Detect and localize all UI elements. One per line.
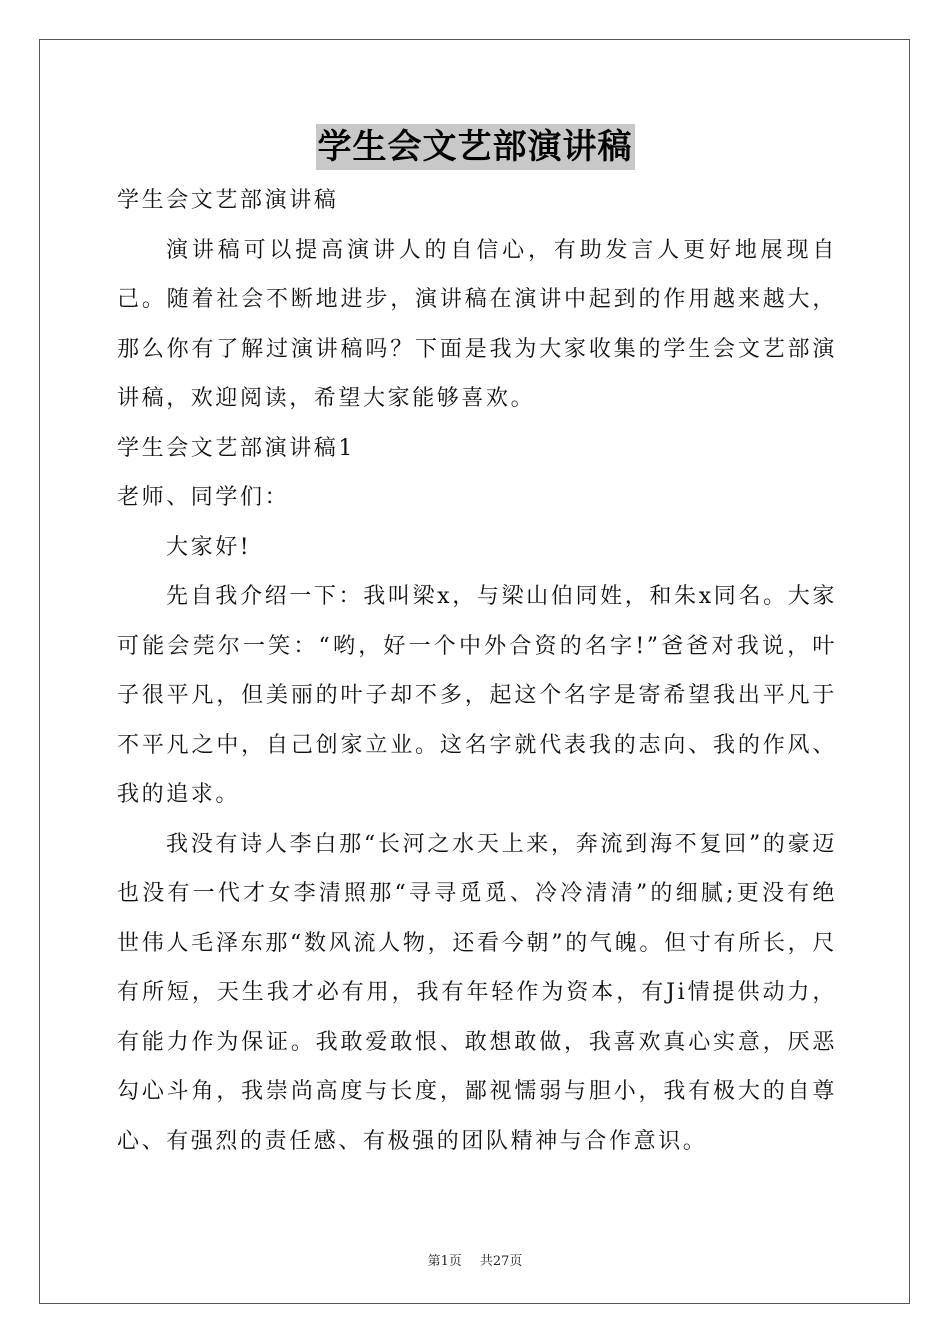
page-number: 第1页 [427,1254,462,1269]
page-total: 共27页 [479,1254,523,1269]
page-footer [0,1250,950,1269]
paragraph-intro: 演讲稿可以提高演讲人的自信心，有助发言人更好地展现自己。随着社会不断地进步，演讲稿在演讲中起到的作用越来越大，那么你有了解过演讲稿吗？下面是我为大家收集的学生会文艺部演讲稿，欢迎阅读，希望大家能够喜欢。 [117,237,837,411]
paragraph-salutation: 老师、同学们： [117,485,290,510]
document-title: 学生会文艺部演讲稿 [316,124,635,170]
paragraph-self-intro: 先自我介绍一下：我叫梁x，与梁山伯同姓，和朱x同名。大家可能会莞尔一笑：“哟，好一个中外合资的名字!”爸爸对我说，叶子很平凡，但美丽的叶子却不多，起这个名字是寄希望我出平凡于不平凡之中，自己创家立业。这名字就代表我的志向、我的作风、我的追求。 [117,584,837,807]
paragraph-subtitle: 学生会文艺部演讲稿 [117,188,339,213]
title-container [0,124,950,170]
paragraph-heading-1: 学生会文艺部演讲稿1 [117,435,355,461]
document-body [117,176,837,1166]
paragraph-greeting: 大家好! [166,534,252,560]
paragraph-character: 我没有诗人李白那“长河之水天上来，奔流到海不复回”的豪迈也没有一代才女李清照那“寻寻觅觅、冷冷清清”的细腻;更没有绝世伟人毛泽东那“数风流人物，还看今朝”的气魄。但寸有所长，尺有所短，天生我才必有用，我有年轻作为资本，有Ji情提供动力，有能力作为保证。我敢爱敢恨、敢想敢做，我喜欢真心实意，厌恶勾心斗角，我崇尚高度与长度，鄙视懦弱与胆小，我有极大的自尊心、有强烈的责任感、有极强的团队精神与合作意识。 [117,831,837,1154]
